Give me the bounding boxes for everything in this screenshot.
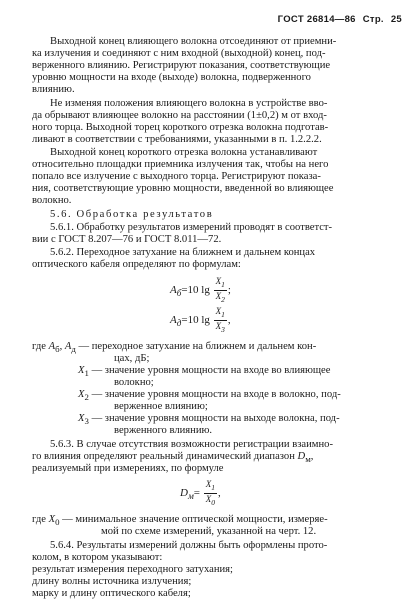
definition-line: мой по схеме измерений, указанной на черт. 12. xyxy=(101,526,317,537)
definition-line: верженного влиянию. xyxy=(114,425,213,436)
text-line: го влияния определяют реальный динамический диапазон $D_м$, xyxy=(32,451,314,465)
text-line: 5.6.4. Результаты измерений должны быть оформлены прото- xyxy=(50,540,328,551)
page-header xyxy=(274,14,402,25)
text-line: 5.6.1. Обработку результатов измерений проводят в соответст- xyxy=(50,222,333,233)
list-item: марку и длину оптического кабеля; xyxy=(32,588,191,599)
definition-line: $X_1$ — значение уровня мощности на входе во влияющее xyxy=(78,365,331,379)
definition-line: $X_3$ — значение уровня мощности на выходе волокна, под- xyxy=(78,413,340,427)
text-line: Выходной конец короткого отрезка волокна устанавливают xyxy=(50,147,318,158)
definition-line: волокно; xyxy=(114,377,154,388)
text-line: волокно. xyxy=(32,195,72,206)
text-line: ного торца. Выходной торец короткого отрезка волокна подготав- xyxy=(32,122,329,133)
formula-near-end: $A_б=10$ lg $\frac{X_1}{X_2}$ ; xyxy=(170,276,231,304)
text-line: вии с ГОСТ 8.207—76 и ГОСТ 8.011—72. xyxy=(32,234,222,245)
formula-dynamic-range: $D_м=$ $\frac{X_1}{X_0}$ , xyxy=(180,479,221,507)
section-heading: 5.6. Обработка результатов xyxy=(50,209,214,220)
page-label: Стр. xyxy=(362,14,384,25)
list-item: длину волны источника излучения; xyxy=(32,576,192,587)
text-line: 5.6.2. Переходное затухание на ближнем и дальнем концах xyxy=(50,247,316,258)
text-line: колом, в котором указывают: xyxy=(32,552,163,563)
text-line: ния, соответствующие уровню мощности, введенной во влияющее xyxy=(32,183,334,194)
text-line: да обрывают влияющее волокно на расстоянии (1±0,2) м от вход- xyxy=(32,110,327,121)
formula-far-end: $A_д=10$ lg $\frac{X_1}{X_3}$ , xyxy=(170,306,231,334)
text-line: реализуемый при измерениях, по формуле xyxy=(32,463,224,474)
text-line: Выходной конец влияющего волокна отсоединяют от приемни- xyxy=(50,36,337,47)
text-line: относительно площадки приемника излучения так, чтобы на него xyxy=(32,159,329,170)
definition-line: $X_2$ — значение уровня мощности на входе в волокно, под- xyxy=(78,389,341,403)
list-item: результат измерения переходного затухания; xyxy=(32,564,233,575)
definition-line: цах, дБ; xyxy=(114,353,150,364)
definition-line: где $A_б$, $A_д$ — переходное затухание на ближнем и дальнем кон- xyxy=(32,341,317,355)
text-line: попало все излучение с выходного торца. Регистрируют показа- xyxy=(32,171,321,182)
definition-line: верженное влиянию; xyxy=(114,401,208,412)
text-line: ка излучения и соединяют с ним входной (выходной) конец, под- xyxy=(32,48,326,59)
standard-title: ГОСТ 26814—86 xyxy=(277,14,356,25)
text-line: верженного влиянию. Регистрируют показания, соответствующие xyxy=(32,60,331,71)
page-number: 25 xyxy=(390,14,402,25)
text-line: 5.6.3. В случае отсутствия возможности регистрации взаимно- xyxy=(50,439,334,450)
definition-line: где $X_0$ — минимальное значение оптической мощности, измеряе- xyxy=(32,514,328,528)
text-line: уровню мощности на входе (выходе) волокна, подверженного xyxy=(32,72,311,83)
text-line: оптического кабеля определяют по формулам: xyxy=(32,259,241,270)
text-line: влиянию. xyxy=(32,84,75,95)
text-line: Не изменяя положения влияющего волокна в устройстве вво- xyxy=(50,98,328,109)
text-line: ливают в соответствии с требованиями, указанными в п. 1.2.2.2. xyxy=(32,134,322,145)
